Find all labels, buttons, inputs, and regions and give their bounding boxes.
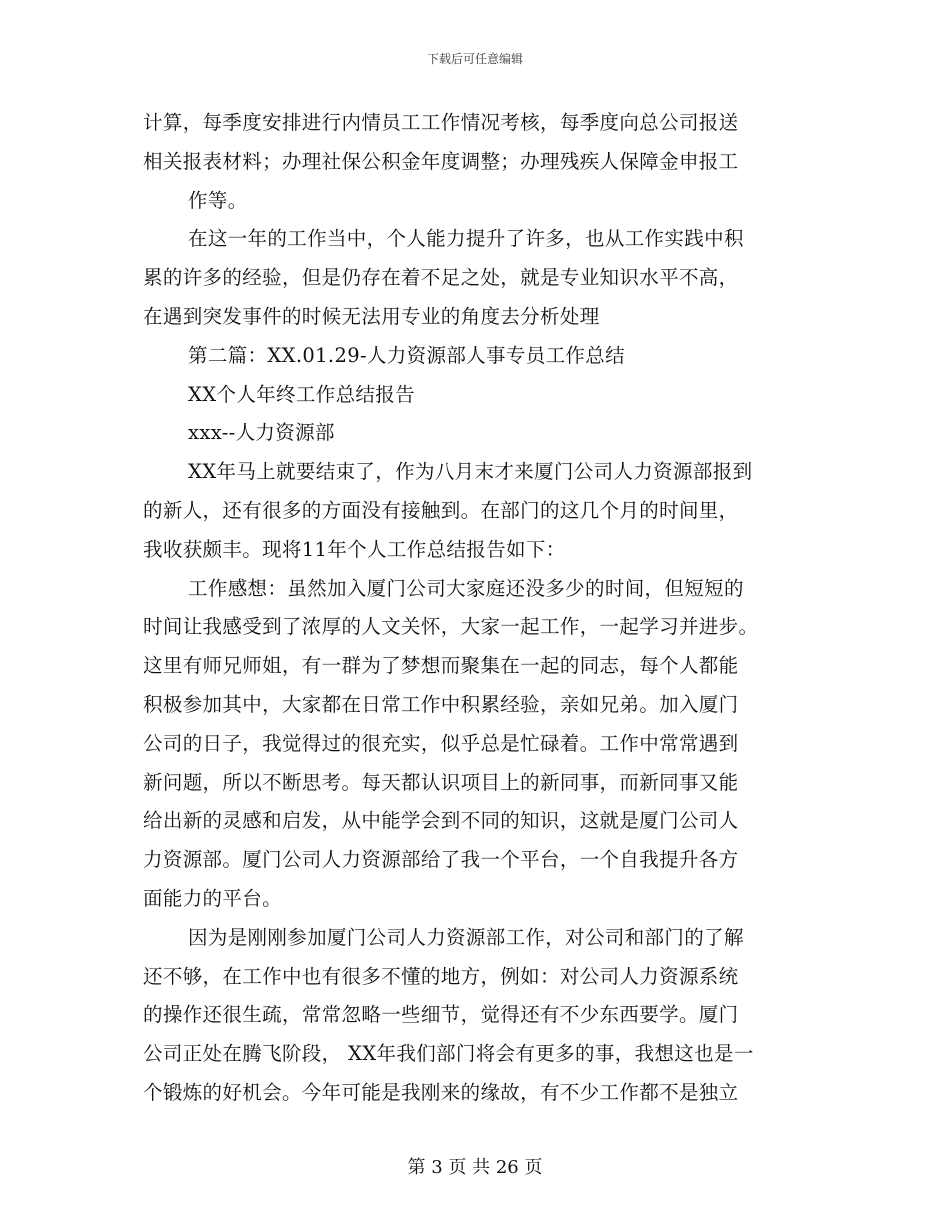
page-number-footer: 第 3 页 共 26 页: [407, 1157, 543, 1178]
text-line: 计算，每季度安排进行内情员工工作情况考核，每季度向总公司报送: [143, 111, 739, 134]
text-line: 的新人，还有很多的方面没有接触到。在部门的这几个月的时间里，: [143, 498, 739, 522]
text-line: 公司正处在腾飞阶段， XX年我们部门将会有更多的事，我想这也是一: [143, 1042, 754, 1066]
paragraph-start: 因为是刚刚参加厦门公司人力资源部工作，对公司和部门的了解: [188, 925, 744, 949]
text-line: 个锻炼的好机会。今年可能是我刚来的缘故，有不少工作都不是独立: [143, 1080, 739, 1104]
text-line: 力资源部。厦门公司人力资源部给了我一个平台，一个自我提升各方: [143, 848, 739, 872]
text-line: 积极参加其中，大家都在日常工作中积累经验，亲如兄弟。加入厦门: [143, 692, 739, 716]
text-line: 的操作还很生疏，常常忽略一些细节，觉得还有不少东西要学。厦门: [143, 1003, 739, 1027]
text-line: 我收获颇丰。现将11年个人工作总结报告如下：: [143, 537, 566, 561]
text-line: 这里有师兄师姐，有一群为了梦想而聚集在一起的同志，每个人都能: [143, 654, 739, 678]
text-line: 公司的日子，我觉得过的很充实，似乎总是忙碌着。工作中常常遇到: [143, 731, 739, 755]
document-body: [143, 104, 808, 1113]
paragraph-start: 在这一年的工作当中，个人能力提升了许多，也从工作实践中积: [188, 227, 744, 251]
section-heading: 第二篇：XX.01.29-人力资源部人事专员工作总结: [188, 343, 625, 367]
text-line: 给出新的灵感和启发，从中能学会到不同的知识，这就是厦门公司人: [143, 809, 739, 833]
paragraph-start: XX年马上就要结束了，作为八月末才来厦门公司人力资源部报到: [188, 460, 753, 484]
text-line: 时间让我感受到了浓厚的人文关怀，大家一起工作，一起学习并进步。: [143, 615, 759, 639]
text-line: 还不够，在工作中也有很多不懂的地方，例如：对公司人力资源系统: [143, 964, 739, 988]
paragraph-start: 工作感想：虽然加入厦门公司大家庭还没多少的时间，但短短的: [188, 576, 744, 600]
text-line: 新问题，所以不断思考。每天都认识项目上的新同事，而新同事又能: [143, 770, 739, 794]
page-header: 下载后可任意编辑: [426, 52, 523, 66]
author-line: xxx--人力资源部: [188, 421, 335, 445]
text-line: 在遇到突发事件的时候无法用专业的角度去分析处理: [143, 304, 600, 328]
text-line: 作等。: [188, 188, 248, 212]
text-line: 累的许多的经验，但是仍存在着不足之处，就是专业知识水平不高，: [143, 266, 739, 290]
report-title: XX个人年终工作总结报告: [188, 382, 415, 406]
text-line: 相关报表材料；办理社保公积金年度调整；办理残疾人保障金申报工: [143, 149, 739, 173]
text-line: 面能力的平台。: [143, 886, 282, 910]
